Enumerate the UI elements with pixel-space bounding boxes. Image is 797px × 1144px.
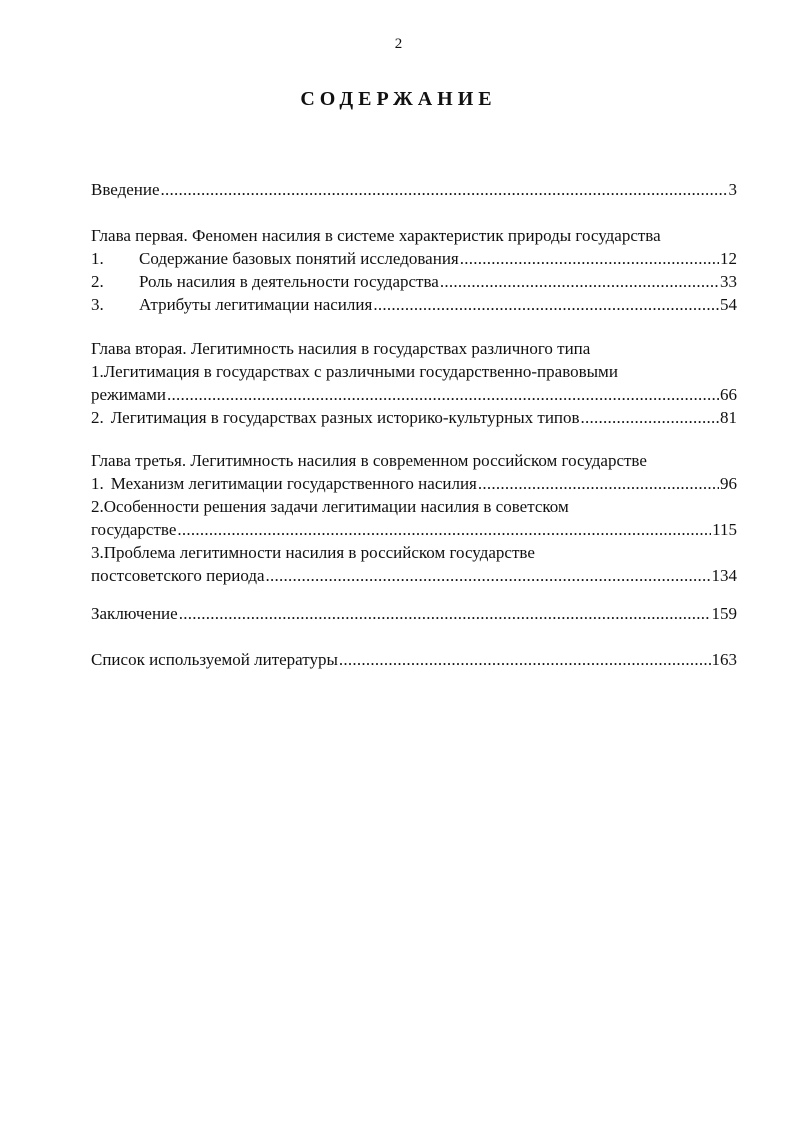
dot-leader <box>266 564 711 587</box>
dot-leader <box>177 518 711 541</box>
dot-leader <box>339 648 711 671</box>
toc-entry-number: 2. <box>91 272 104 291</box>
toc-entry <box>91 293 737 316</box>
toc-entry-label-cont: постсоветского периода <box>91 566 265 585</box>
toc-entry-label: Введение <box>91 180 160 199</box>
toc-entry-label-cont: режимами <box>91 385 166 404</box>
toc-entry-page: 66 <box>720 385 737 404</box>
toc-entry-number: 2. <box>91 408 104 427</box>
toc-entry-page: 54 <box>720 295 737 314</box>
toc-entry-label: Легитимация в государствах с различными государственно-правовыми <box>103 362 618 381</box>
toc-entry <box>91 406 737 429</box>
toc-entry <box>91 564 737 587</box>
toc-entry-label-cont: государстве <box>91 520 177 539</box>
dot-leader <box>440 270 719 293</box>
toc-intro <box>91 178 737 201</box>
toc-entry-page: 163 <box>711 650 737 669</box>
toc-entry-number: 2. <box>91 497 104 516</box>
toc-chapter-3 <box>91 449 737 587</box>
toc-entry-label: Механизм легитимации государственного насилия <box>110 474 477 493</box>
toc-entry-label: Легитимация в государствах разных историко-культурных типов <box>110 408 580 427</box>
toc-entry-number: 1. <box>91 474 104 493</box>
toc-chapter-1 <box>91 224 737 316</box>
toc-entry <box>91 518 737 541</box>
page-title: СОДЕРЖАНИЕ <box>300 88 497 110</box>
toc-entry-page: 96 <box>720 474 737 493</box>
toc-entry-page: 115 <box>712 520 737 539</box>
toc-entry-page: 134 <box>711 566 737 585</box>
toc-entry-number: 3. <box>91 295 104 314</box>
dot-leader <box>460 247 719 270</box>
dot-leader <box>167 383 719 406</box>
dot-leader <box>478 472 719 495</box>
toc-entry-label: Проблема легитимности насилия в российском государстве <box>103 543 535 562</box>
toc-entry-label: Атрибуты легитимации насилия <box>139 295 373 314</box>
dot-leader <box>179 602 711 625</box>
toc-chapter-2 <box>91 337 737 429</box>
toc-entry-label: Роль насилия в деятельности государства <box>139 272 439 291</box>
toc-entry-number: 1. <box>91 249 104 268</box>
chapter-heading: Глава вторая. Легитимность насилия в государствах различного типа <box>91 339 591 358</box>
toc-entry-number: 3. <box>91 543 104 562</box>
chapter-heading: Глава первая. Феномен насилия в системе характеристик природы государства <box>91 226 661 245</box>
toc-entry-first-line <box>91 495 737 518</box>
toc-entry-first-line <box>91 360 737 383</box>
toc-conclusion <box>91 602 737 625</box>
toc-entry <box>91 247 737 270</box>
toc-entry-number: 1. <box>91 362 104 381</box>
dot-leader <box>373 293 719 316</box>
page-number: 2 <box>394 36 403 52</box>
toc-entry-page: 33 <box>720 272 737 291</box>
toc-entry-page: 81 <box>720 408 737 427</box>
toc-entry <box>91 383 737 406</box>
toc-entry <box>91 270 737 293</box>
toc-entry-page: 3 <box>728 180 737 199</box>
toc-entry-label: Особенности решения задачи легитимации насилия в советском <box>103 497 569 516</box>
toc-entry-page: 12 <box>720 249 737 268</box>
toc-entry-label: Список используемой литературы <box>91 650 338 669</box>
dot-leader <box>581 406 719 429</box>
chapter-heading: Глава третья. Легитимность насилия в современном российском государстве <box>91 451 647 470</box>
toc-entry-label: Заключение <box>91 604 178 623</box>
toc-entry <box>91 472 737 495</box>
toc-entry-page: 159 <box>711 604 737 623</box>
toc-entry-first-line <box>91 541 737 564</box>
dot-leader <box>161 178 728 201</box>
toc-bibliography <box>91 648 737 671</box>
toc-entry-label: Содержание базовых понятий исследования <box>139 249 459 268</box>
